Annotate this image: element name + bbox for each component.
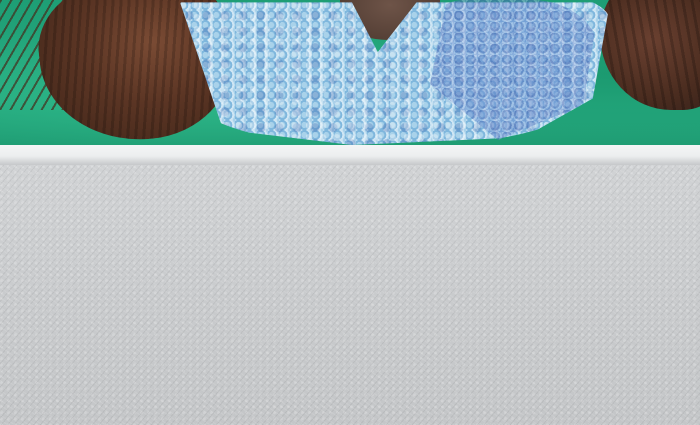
white-board xyxy=(0,145,700,425)
board-textured-face xyxy=(0,165,700,425)
board-top-edge xyxy=(0,145,700,165)
green-backdrop-region xyxy=(0,0,700,147)
